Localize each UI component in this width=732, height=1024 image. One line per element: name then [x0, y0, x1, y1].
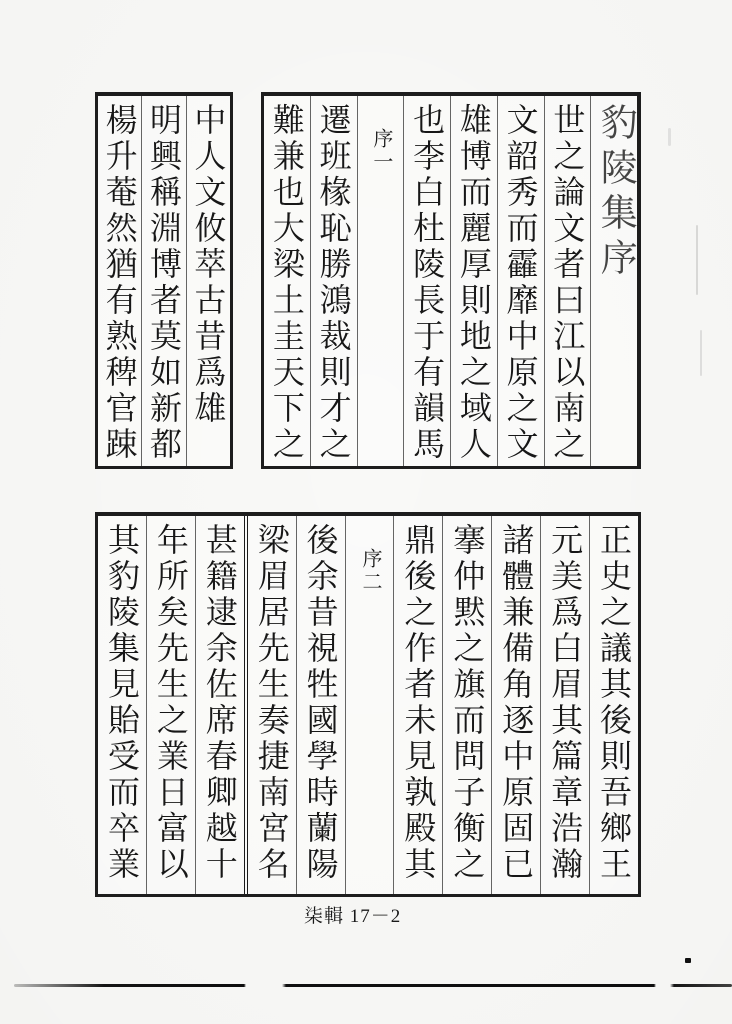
text-column: 元美爲白眉其篇章浩瀚 — [540, 516, 589, 894]
scan-smudge — [668, 128, 671, 146]
text-column: 中人文攸萃古昔爲雄 — [186, 96, 230, 466]
text-column: 年所矣先生之業日富以 — [146, 516, 195, 894]
text-column: 鼎後之作者未見孰殿其 — [393, 516, 442, 894]
text-column: 後余昔視牲國學時蘭陽 — [296, 516, 345, 894]
book-title-column — [590, 96, 637, 466]
scan-smudge — [700, 330, 702, 376]
text-column: 其豹陵集見貽受而卒業 — [103, 523, 140, 883]
text-column: 明興稱淵博者莫如新都 — [141, 96, 185, 466]
scan-artifact-line — [14, 984, 732, 987]
text-column: 也李白杜陵長于有韻馬 — [403, 96, 450, 466]
section-heading-column-xu-er: 序二 — [345, 516, 394, 894]
text-column: 甚籍逮余佐席春卿越十 — [195, 516, 244, 894]
text-column-at-fold: 梁眉居先生奏捷南宮名 — [244, 516, 296, 894]
book-title-text: 豹陵集序 — [594, 103, 636, 283]
volume-page-caption: 柒輯 17－2 — [304, 906, 402, 927]
text-column: 搴仲黙之旗而問子衡之 — [442, 516, 491, 894]
text-column: 世之論文者曰江以南之 — [544, 96, 591, 466]
bottom-frame — [95, 512, 641, 897]
top-left-frame — [95, 92, 233, 469]
text-column: 正史之議其後則吾鄉王 — [589, 516, 638, 894]
text-column: 難兼也大梁土圭天下之 — [268, 103, 305, 463]
top-right-frame — [261, 92, 641, 469]
section-heading-column-xu-yi: 序一 — [357, 96, 404, 466]
text-column: 文韶秀而靃靡中原之文 — [497, 96, 544, 466]
scan-smudge — [696, 225, 698, 295]
text-column: 楊升菴然猶有熟稗官踈 — [101, 103, 138, 463]
text-column: 遷班椽恥勝鴻裁則才之 — [310, 96, 357, 466]
ink-speck — [685, 958, 691, 963]
text-column: 雄博而麗厚則地之域人 — [450, 96, 497, 466]
text-column: 諸體兼備角逐中原固已 — [491, 516, 540, 894]
